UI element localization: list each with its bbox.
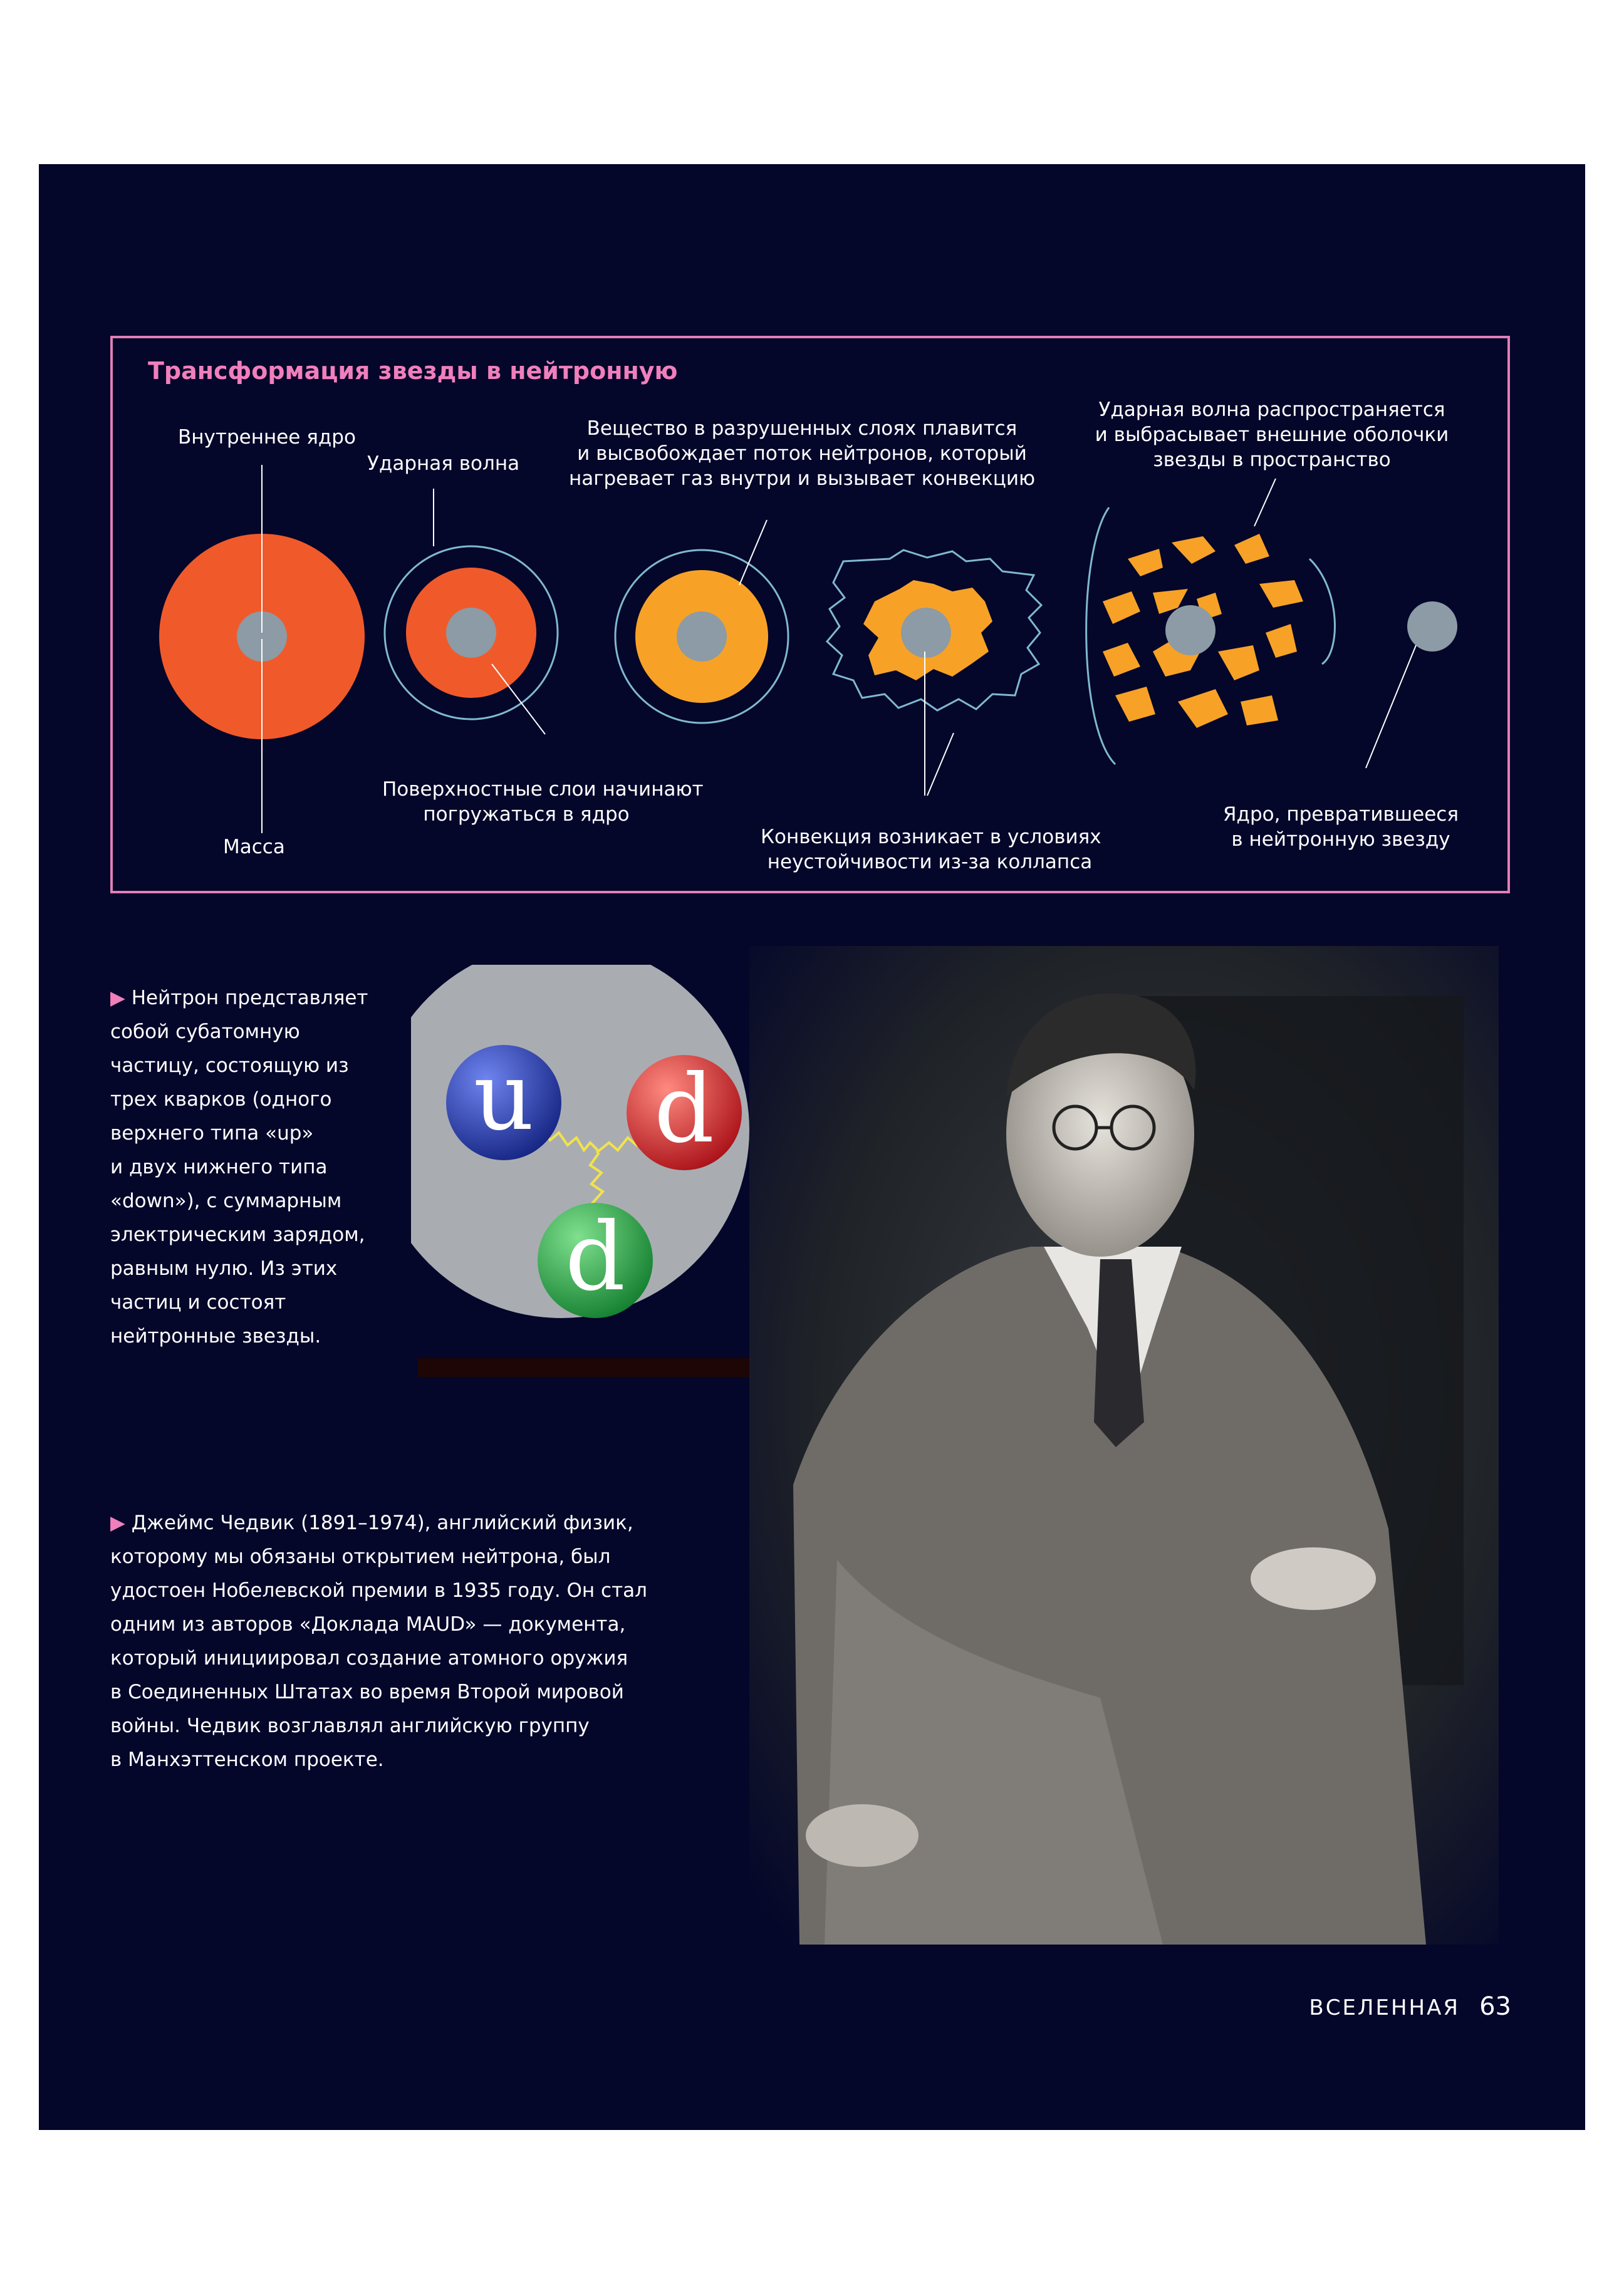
- star-transformation-infobox: [110, 336, 1510, 893]
- chadwick-photo: [749, 946, 1499, 1945]
- neutron-caption: ▶ Нейтрон представляет собой субатомную частицу, состоящую из трех кварков (одного верхнего типа «up» и двух нижнего типа «down»), с суммарным электрическим зарядом, равным нулю. Из этих частиц и состоят нейтронные звезды.: [110, 987, 368, 1348]
- caption-arrow-icon: ▶: [110, 987, 132, 1009]
- quark-down-red-label: d: [653, 1055, 715, 1164]
- label-matter-melts: Вещество в разрушенных слоях плавится и высвобождает поток нейтронов, который нагревает газ внутри и вызывает конвекцию: [568, 417, 1036, 490]
- label-neutron-core: Ядро, превратившееся в нейтронную звезду: [1223, 803, 1459, 851]
- caption-arrow-icon: ▶: [110, 1512, 132, 1534]
- quark-up-label: u: [473, 1042, 534, 1151]
- quark-diagram-shadow-bar: [417, 1358, 749, 1377]
- stage5-shock-arc-right: [1309, 559, 1335, 664]
- page-number: 63: [1479, 1992, 1511, 2021]
- chadwick-caption: ▶ Джеймс Чедвик (1891–1974), английский физик, которому мы обязаны открытием нейтрона, был удостоен Нобелевской премии в 1935 году. Он стал одним из авторов «Доклада MAUD» — документа, который инициировал создание атомного оружия в Соединенных Штатах во время Второй мировой войны. Чедвик возглавлял английскую группу в Манхэттенском проекте.: [110, 1512, 647, 1771]
- infobox-title: Трансформация звезды в нейтронную: [148, 357, 678, 385]
- neutron-star: [1407, 601, 1457, 652]
- quark-down-green-label: d: [565, 1203, 626, 1312]
- label-convection: Конвекция возникает в условиях неустойчивости из-за коллапса: [761, 826, 1101, 873]
- stage4-core: [901, 608, 951, 658]
- page-footer: [1309, 1992, 1511, 2021]
- section-name: ВСЕЛЕННАЯ: [1309, 1995, 1460, 2020]
- label-shock-wave: Ударная волна: [367, 452, 520, 475]
- label-inner-core: Внутреннее ядро: [178, 426, 356, 449]
- label-surface-layers: Поверхностные слои начинают погружаться в ядро: [382, 778, 704, 826]
- label-shock-spreads: Ударная волна распространяется и выбрасывает внешние оболочки звезды в пространство: [1095, 398, 1449, 471]
- stage2-core: [446, 608, 496, 658]
- stage5-shock-arc-left: [1086, 507, 1115, 764]
- stage3-core: [677, 611, 727, 662]
- neutron-quark-diagram: [411, 965, 749, 1378]
- stage5-core: [1165, 605, 1215, 655]
- label-mass: Масса: [223, 836, 285, 858]
